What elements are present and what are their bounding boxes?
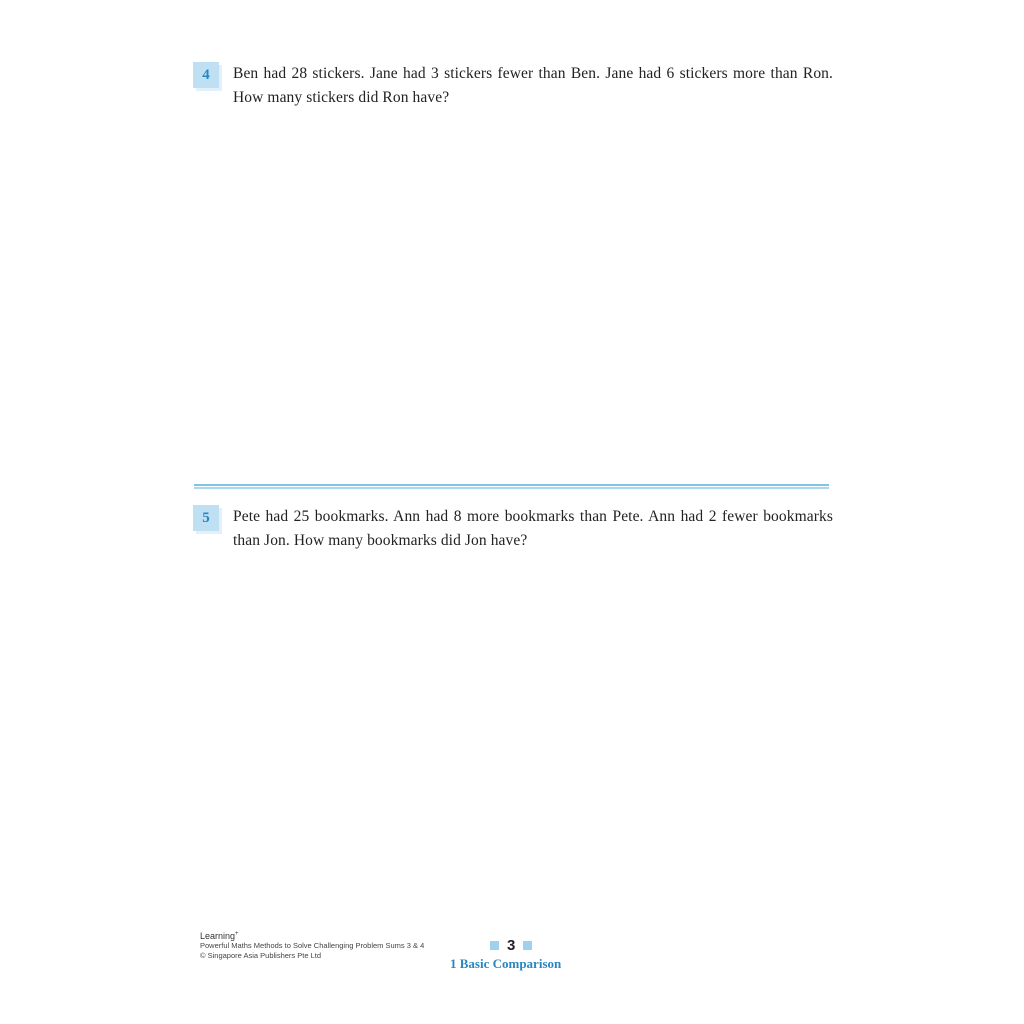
question-4 (193, 62, 833, 110)
square-bullet-icon (523, 941, 532, 950)
question-5 (193, 505, 833, 553)
question-number-badge: 4 (193, 62, 219, 88)
chapter-title: 1 Basic Comparison (450, 956, 562, 971)
brand-superscript: + (235, 931, 239, 937)
question-number-badge: 5 (193, 505, 219, 531)
page-number-block (490, 937, 532, 954)
section-divider (194, 484, 829, 489)
question-text: Ben had 28 stickers. Jane had 3 stickers fewer than Ben. Jane had 6 stickers more than Ron. How many stickers did Ron have? (233, 65, 833, 106)
square-bullet-icon (490, 941, 499, 950)
page-number: 3 (507, 937, 516, 954)
brand-logo (200, 929, 424, 941)
brand-name: Learning (200, 931, 236, 941)
question-text: Pete had 25 bookmarks. Ann had 8 more bookmarks than Pete. Ann had 2 fewer bookmarks than Jon. How many bookmarks did Jon have? (233, 508, 833, 549)
footer-publisher-info (200, 929, 424, 961)
copyright-notice: © Singapore Asia Publishers Pte Ltd (200, 951, 322, 960)
book-title: Powerful Maths Methods to Solve Challenging Problem Sums 3 & 4 (200, 941, 425, 950)
